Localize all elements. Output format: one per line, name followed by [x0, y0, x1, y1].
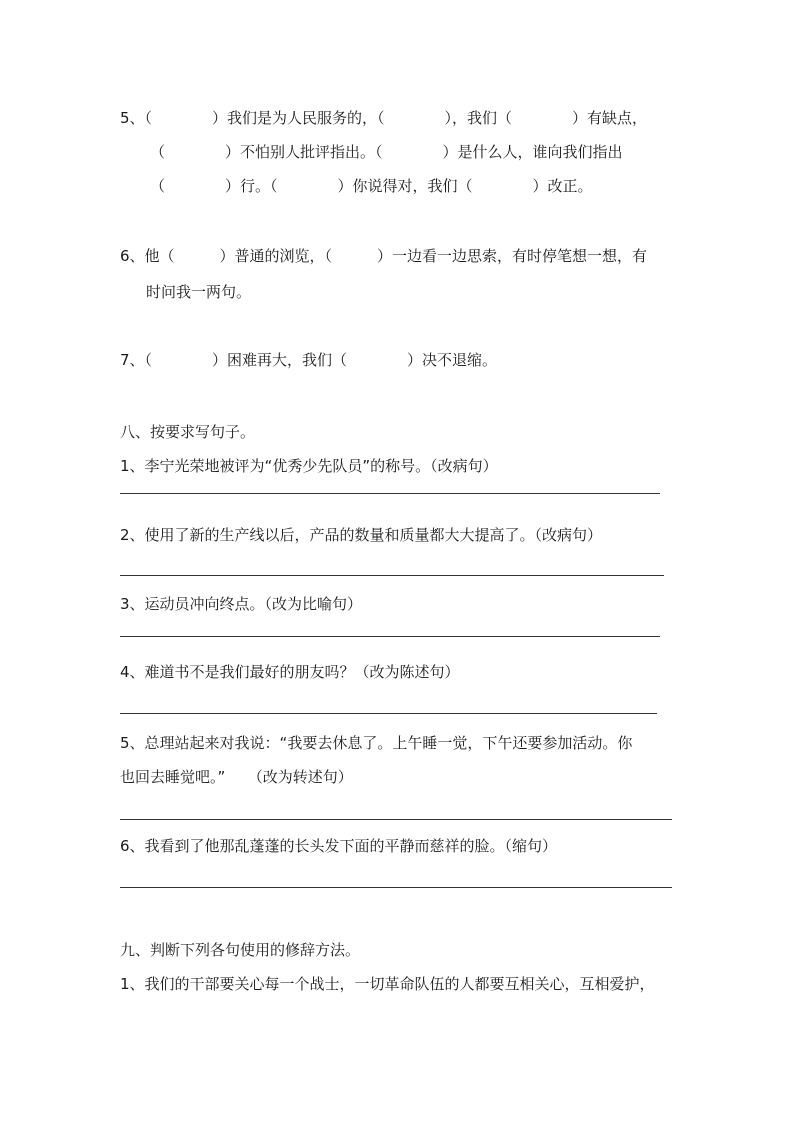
s8-item1-answer-line[interactable]	[120, 493, 660, 494]
s8-item1-text: 1、李宁光荣地被评为“优秀少先队员”的称号。（改病句）	[120, 457, 498, 475]
s8-item2-answer-line[interactable]	[120, 575, 664, 576]
s8-item3-answer-line[interactable]	[120, 636, 660, 637]
item7-line1: 7、（ ）困难再大，我们（ ）决不退缩。	[120, 351, 498, 369]
s8-item6-text: 6、我看到了他那乱蓬蓬的长头发下面的平静而慈祥的脸。（缩句）	[120, 837, 558, 855]
s9-item1-text: 1、我们的干部要关心每一个战士，一切革命队伍的人都要互相关心，互相爱护，	[120, 975, 655, 993]
s8-item5-answer-line[interactable]	[120, 819, 672, 820]
s8-item4-answer-line[interactable]	[120, 713, 657, 714]
s8-item3-text: 3、运动员冲向终点。（改为比喻句）	[120, 595, 363, 613]
section9-title: 九、判断下列各句使用的修辞方法。	[120, 941, 361, 959]
item6-line2: 时问我一两句。	[146, 283, 252, 301]
item5-line3: （ ）行。（ ）你说得对，我们（ ）改正。	[150, 177, 593, 195]
item6-line1: 6、他（ ）普通的浏览，（ ）一边看一边思索，有时停笔想一想，有	[120, 247, 648, 265]
s8-item6-answer-line[interactable]	[120, 887, 672, 888]
section8-title: 八、按要求写句子。	[120, 423, 256, 441]
s8-item2-text: 2、使用了新的生产线以后，产品的数量和质量都大大提高了。（改病句）	[120, 526, 603, 544]
item5-line2: （ ）不怕别人批评指出。（ ）是什么人，谁向我们指出	[150, 143, 623, 161]
s8-item5-text-line2: 也回去睡觉吧。” （改为转述句）	[120, 768, 353, 786]
s8-item4-text: 4、难道书不是我们最好的朋友吗？（改为陈述句）	[120, 663, 460, 681]
s8-item5-text-line1: 5、总理站起来对我说：“我要去休息了。上午睡一觉，下午还要参加活动。你	[120, 734, 633, 752]
item5-line1: 5、（ ）我们是为人民服务的，（ ），我们（ ）有缺点，	[120, 109, 648, 127]
